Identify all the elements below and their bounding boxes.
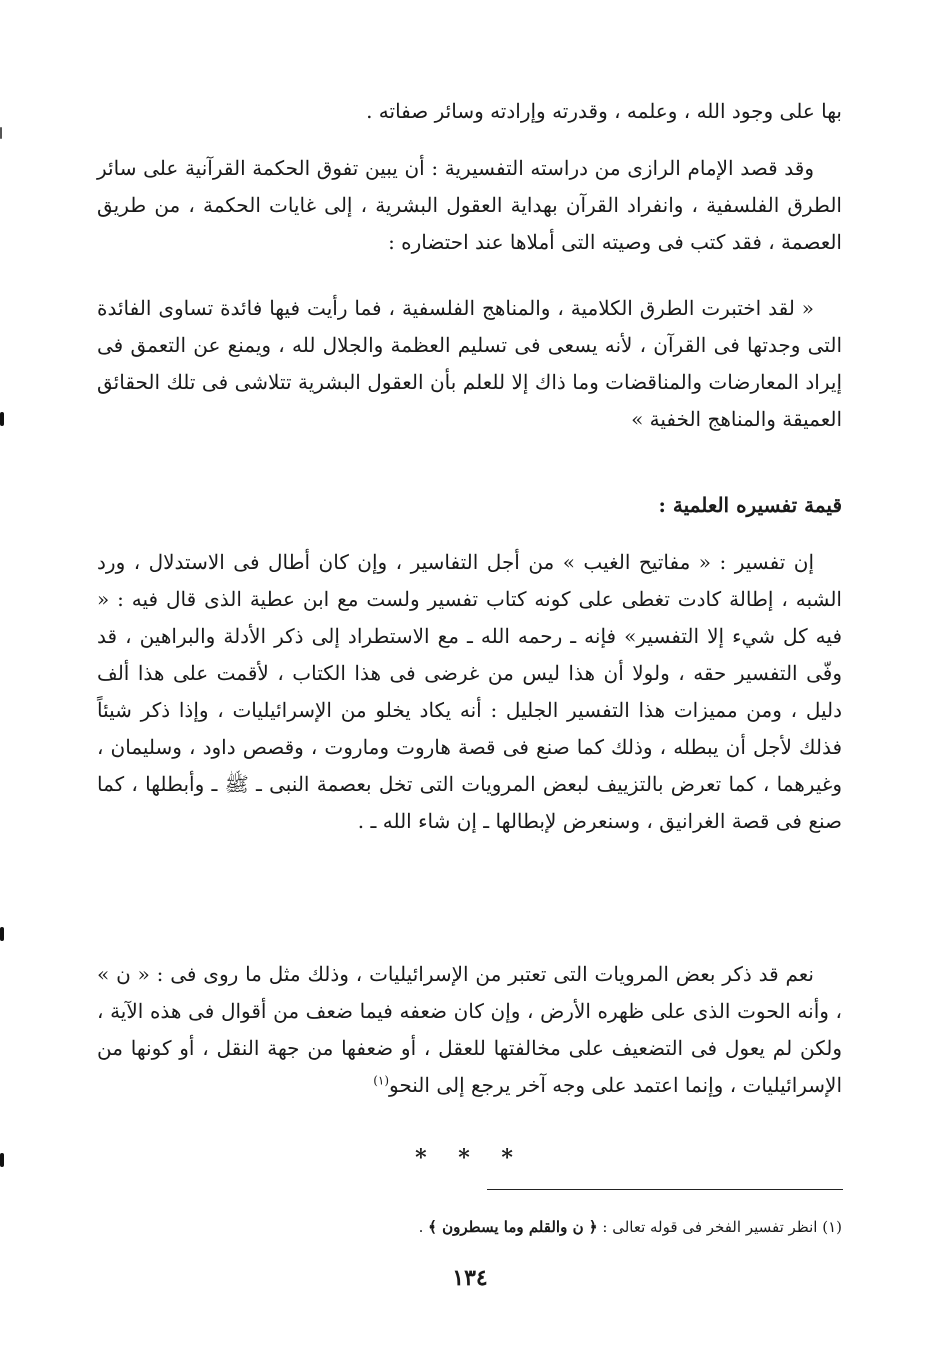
page-number: ١٣٤ xyxy=(452,1265,488,1291)
footnote-quran-verse: ﴿ ن والقلم وما يسطرون ﴾ xyxy=(428,1218,598,1236)
footnote-end: . xyxy=(418,1218,424,1236)
section-heading: قيمة تفسيره العلمية : xyxy=(658,493,842,517)
scan-edge-mark xyxy=(0,1153,4,1167)
paragraph-tafsir-value: إن تفسير : « مفاتيح الغيب » من أجل التفاسير ، وإن كان أطال فى الاستدلال ، ورد الشبه ، إطالة كادت تغطى على كونه كتاب تفسير ولست مع ابن عطية الذى قال فيه : « فيه كل شيء إلا التفسير» فإنه ـ رحمه الله ـ مع الاستطراد إلى ذكر الأدلة والبراهين ، قد وفّى التفسير حقه ، ولولا أن هذا ليس من غرضى فى هذا الكتاب ، لأقمت على هذا ألف دليل ، ومن مميزات هذا التفسير الجليل : أنه يكاد يخلو من الإسرائيليات ، وإذا ذكر شيئاً فذلك لأجل أن يبطله ، وذلك كما صنع فى قصة هاروت وماروت ، وقصص داود ، وسليمان ، وغيرهما ، كما تعرض بالتزييف لبعض المرويات التى تخل بعصمة النبى ـ ﷺ ـ وأبطلها ، كما صنع فى قصة الغرانيق ، وسنعرض لإبطالها ـ إن شاء الله ـ . xyxy=(97,550,843,833)
paragraph-israiliyyat xyxy=(97,956,842,1104)
paragraph-israiliyyat-text: نعم قد ذكر بعض المرويات التى تعتبر من الإسرائيليات ، وذلك مثل ما روى فى : « ن » ، وأنه الحوت الذى على ظهره الأرض ، وإن كان ضعفه فيما ضعف من أقوال فى هذه الآية ، ولكن لم يعول فى التضعيف على مخالفتها للعقل ، أو ضعفها من جهة النقل ، أو كونها من الإسرائيليات ، وإنما اعتمد على وجه آخر يرجع إلى النحو xyxy=(97,962,842,1097)
paragraph-razi-intent: وقد قصد الإمام الرازى من دراسته التفسيرية : أن يبين تفوق الحكمة القرآنية على سائر الطرق الفلسفية ، وانفراد القرآن بهداية العقول البشرية ، إلى غايات الحكمة ، من طريق العصمة ، فقد كتب فى وصيته التى أملاها عند احتضاره : xyxy=(97,156,842,254)
paragraph-razi-quote: « لقد اختبرت الطرق الكلامية ، والمناهج الفلسفية ، فما رأيت فيها فائدة تساوى الفائدة التى وجدتها فى القرآن ، لأنه يسعى فى تسليم العظمة والجلال لله ، ويمنع عن التعمق فى إيراد المعارضات والمناقضات وما ذاك إلا للعلم بأن العقول البشرية تتلاشى فى تلك الحقائق العميقة والمناهج الخفية » xyxy=(97,296,842,431)
footnote-marker[interactable]: (١) xyxy=(373,1073,390,1088)
scan-edge-mark xyxy=(0,412,4,426)
section-separator: * * * xyxy=(415,1145,525,1171)
footnote xyxy=(97,1214,842,1240)
footnote-text: (١) انظر تفسير الفخر فى قوله تعالى : xyxy=(602,1218,842,1236)
paragraph-continuation: بها على وجود الله ، وعلمه ، وقدرته وإرادته وسائر صفاته . xyxy=(366,99,842,123)
scan-edge-mark xyxy=(0,127,2,139)
footnote-divider xyxy=(487,1189,843,1190)
scan-edge-mark xyxy=(0,927,4,941)
